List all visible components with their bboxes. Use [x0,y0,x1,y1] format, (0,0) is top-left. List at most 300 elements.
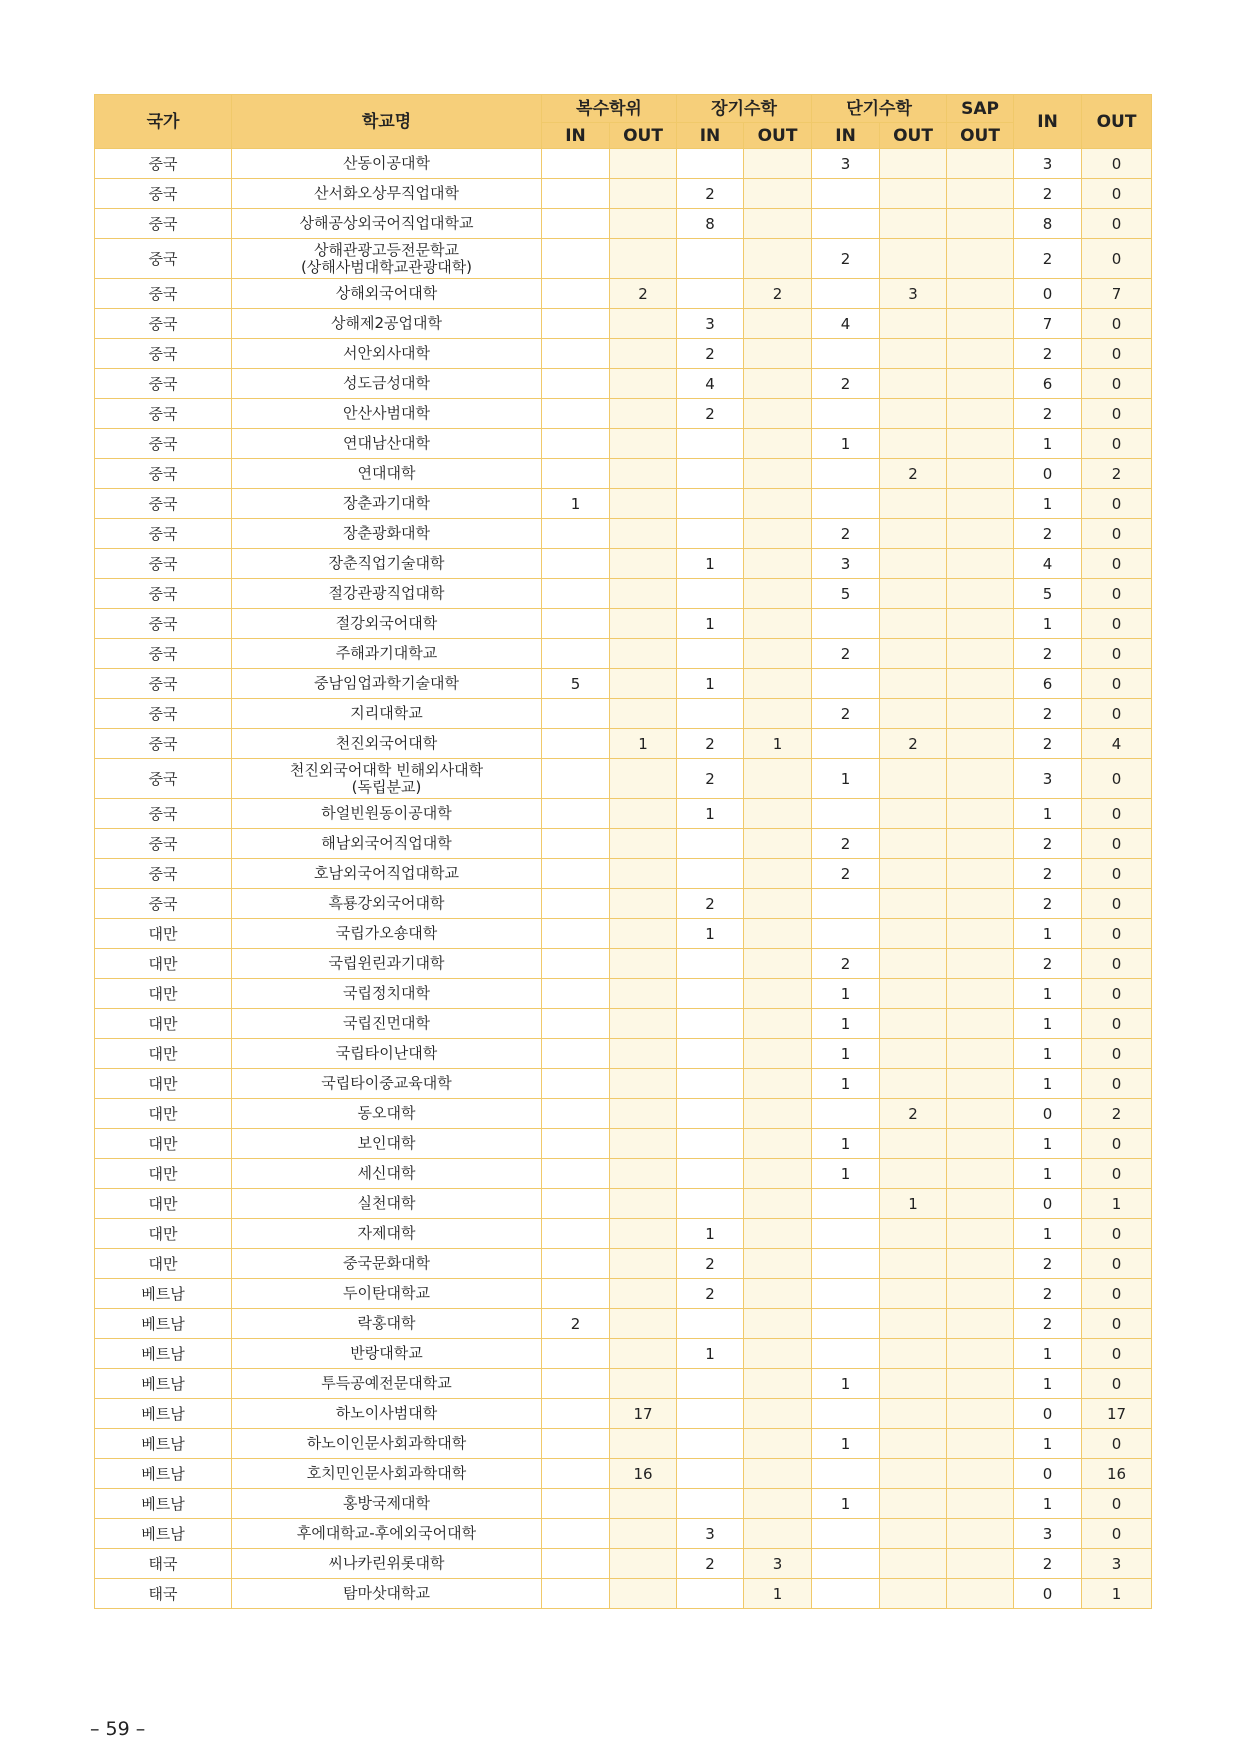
cell-dual-in [542,919,610,949]
cell-long-in: 2 [677,1279,744,1309]
cell-dual-out [610,209,677,239]
cell-country: 중국 [95,799,232,829]
cell-short-in: 1 [812,1129,880,1159]
cell-long-out [744,1309,812,1339]
cell-long-out [744,1099,812,1129]
cell-total-in: 6 [1014,669,1082,699]
cell-dual-out: 1 [610,729,677,759]
cell-country: 중국 [95,489,232,519]
cell-long-in: 2 [677,399,744,429]
cell-long-in [677,1459,744,1489]
cell-school: 호치민인문사회과학대학 [232,1459,542,1489]
cell-short-in: 2 [812,949,880,979]
cell-school: 국립타이중교육대학 [232,1069,542,1099]
cell-total-in: 2 [1014,1279,1082,1309]
cell-country: 대만 [95,1039,232,1069]
table-row [95,339,1152,369]
cell-school: 연대남산대학 [232,429,542,459]
cell-short-in: 1 [812,979,880,1009]
cell-total-out: 0 [1082,519,1152,549]
cell-short-in: 2 [812,639,880,669]
cell-short-out [880,1369,947,1399]
cell-dual-out [610,1429,677,1459]
cell-dual-out [610,669,677,699]
cell-long-in: 8 [677,209,744,239]
cell-school: 연대대학 [232,459,542,489]
cell-total-in: 2 [1014,949,1082,979]
cell-school: 흑룡강외국어대학 [232,889,542,919]
cell-sap-out [947,1549,1014,1579]
cell-total-in: 4 [1014,549,1082,579]
cell-total-out: 0 [1082,369,1152,399]
cell-long-in [677,1159,744,1189]
cell-total-out: 0 [1082,179,1152,209]
cell-short-out [880,1279,947,1309]
cell-dual-in [542,1219,610,1249]
cell-school: 상해외국어대학 [232,279,542,309]
cell-total-in: 5 [1014,579,1082,609]
cell-total-in: 3 [1014,759,1082,799]
cell-school: 산서화오상무직업대학 [232,179,542,209]
table-row [95,1099,1152,1129]
cell-dual-in [542,1489,610,1519]
cell-sap-out [947,829,1014,859]
cell-country: 중국 [95,759,232,799]
cell-short-out [880,859,947,889]
cell-dual-out [610,1249,677,1279]
table-row [95,1399,1152,1429]
cell-long-in [677,1099,744,1129]
cell-long-out [744,209,812,239]
cell-total-in: 1 [1014,489,1082,519]
cell-total-out: 0 [1082,149,1152,179]
table-row [95,579,1152,609]
cell-long-in [677,859,744,889]
cell-sap-out [947,519,1014,549]
exchange-student-table [94,94,1152,1609]
cell-sap-out [947,179,1014,209]
cell-country: 대만 [95,979,232,1009]
cell-dual-out [610,609,677,639]
cell-dual-in [542,859,610,889]
table-row [95,1429,1152,1459]
cell-total-in: 1 [1014,1369,1082,1399]
cell-dual-in [542,279,610,309]
cell-dual-in [542,459,610,489]
table-row [95,799,1152,829]
cell-long-out [744,429,812,459]
cell-dual-out [610,519,677,549]
cell-long-in: 1 [677,1219,744,1249]
cell-long-out [744,759,812,799]
cell-total-in: 3 [1014,149,1082,179]
cell-total-in: 1 [1014,799,1082,829]
cell-dual-out [610,1519,677,1549]
cell-dual-in: 5 [542,669,610,699]
cell-total-out: 1 [1082,1579,1152,1609]
cell-short-out [880,1549,947,1579]
cell-sap-out [947,1279,1014,1309]
cell-long-in [677,639,744,669]
cell-country: 베트남 [95,1429,232,1459]
cell-dual-out [610,1219,677,1249]
cell-dual-in [542,1549,610,1579]
cell-total-out: 0 [1082,609,1152,639]
cell-total-in: 8 [1014,209,1082,239]
table-row [95,1369,1152,1399]
cell-short-out [880,1159,947,1189]
table-row [95,609,1152,639]
cell-total-out: 0 [1082,1279,1152,1309]
cell-short-out [880,1039,947,1069]
cell-country: 중국 [95,459,232,489]
cell-dual-in: 2 [542,1309,610,1339]
cell-country: 중국 [95,729,232,759]
cell-total-out: 0 [1082,1069,1152,1099]
table-row [95,369,1152,399]
cell-short-in: 1 [812,1069,880,1099]
cell-long-out [744,1219,812,1249]
cell-short-in: 4 [812,309,880,339]
cell-school: 절강외국어대학 [232,609,542,639]
cell-total-out: 0 [1082,339,1152,369]
cell-long-in [677,1039,744,1069]
cell-school: 해남외국어직업대학 [232,829,542,859]
cell-country: 베트남 [95,1459,232,1489]
cell-long-out [744,1399,812,1429]
cell-short-out [880,429,947,459]
cell-school: 홍방국제대학 [232,1489,542,1519]
cell-long-in [677,1369,744,1399]
cell-dual-out [610,369,677,399]
cell-long-out [744,1069,812,1099]
cell-short-out [880,759,947,799]
cell-sap-out [947,1399,1014,1429]
cell-total-in: 0 [1014,1189,1082,1219]
cell-total-in: 1 [1014,979,1082,1009]
cell-total-in: 0 [1014,1099,1082,1129]
cell-long-out [744,1159,812,1189]
table-row [95,429,1152,459]
cell-sap-out [947,1579,1014,1609]
cell-sap-out [947,669,1014,699]
cell-long-in [677,979,744,1009]
cell-country: 대만 [95,1069,232,1099]
cell-dual-out [610,1129,677,1159]
cell-dual-in [542,639,610,669]
cell-dual-out [610,1189,677,1219]
cell-dual-out [610,1339,677,1369]
cell-short-out [880,549,947,579]
cell-long-in [677,1399,744,1429]
cell-short-in: 2 [812,369,880,399]
cell-long-out [744,399,812,429]
col-dual-out: OUT [610,123,677,149]
cell-school: 중남임업과학기술대학 [232,669,542,699]
cell-total-in: 2 [1014,639,1082,669]
cell-country: 태국 [95,1549,232,1579]
cell-long-out [744,1369,812,1399]
cell-short-out [880,489,947,519]
cell-total-out: 0 [1082,1339,1152,1369]
cell-country: 중국 [95,239,232,279]
cell-total-out: 0 [1082,209,1152,239]
cell-dual-in [542,1039,610,1069]
cell-school: 상해제2공업대학 [232,309,542,339]
cell-short-in [812,1579,880,1609]
cell-dual-in [542,519,610,549]
cell-long-out [744,1039,812,1069]
cell-long-out [744,1459,812,1489]
cell-dual-out [610,919,677,949]
cell-school: 상해공상외국어직업대학교 [232,209,542,239]
cell-short-in [812,1519,880,1549]
cell-total-in: 2 [1014,399,1082,429]
cell-short-out [880,399,947,429]
cell-dual-out [610,1489,677,1519]
cell-country: 대만 [95,919,232,949]
cell-short-in [812,1339,880,1369]
table-row [95,1129,1152,1159]
cell-country: 중국 [95,339,232,369]
cell-country: 대만 [95,1099,232,1129]
cell-dual-out [610,549,677,579]
cell-short-in: 1 [812,1159,880,1189]
cell-total-out: 0 [1082,979,1152,1009]
cell-sap-out [947,1309,1014,1339]
cell-total-in: 1 [1014,1219,1082,1249]
cell-total-out: 0 [1082,489,1152,519]
cell-dual-in [542,699,610,729]
cell-country: 베트남 [95,1519,232,1549]
cell-school: 천진외국어대학 [232,729,542,759]
cell-long-out [744,949,812,979]
table-row [95,489,1152,519]
cell-school: 국립타이난대학 [232,1039,542,1069]
cell-short-in: 2 [812,519,880,549]
cell-dual-in [542,369,610,399]
cell-sap-out [947,949,1014,979]
cell-long-in: 1 [677,919,744,949]
cell-country: 중국 [95,279,232,309]
cell-short-out [880,1219,947,1249]
cell-total-in: 2 [1014,179,1082,209]
col-group-long-term: 장기수학 [677,95,812,123]
cell-short-out [880,1069,947,1099]
cell-long-out [744,179,812,209]
cell-long-out [744,459,812,489]
table-header [95,95,1152,149]
cell-dual-out [610,1279,677,1309]
table-row [95,699,1152,729]
cell-short-in: 5 [812,579,880,609]
cell-total-in: 2 [1014,1249,1082,1279]
cell-sap-out [947,459,1014,489]
cell-dual-in [542,1579,610,1609]
table-row [95,239,1152,279]
cell-short-in [812,459,880,489]
table-row [95,1309,1152,1339]
cell-total-out: 0 [1082,429,1152,459]
table-row [95,399,1152,429]
cell-long-out [744,919,812,949]
cell-dual-in [542,799,610,829]
cell-short-out [880,669,947,699]
cell-long-out [744,1339,812,1369]
cell-long-in [677,1579,744,1609]
cell-long-out: 3 [744,1549,812,1579]
cell-total-in: 0 [1014,1579,1082,1609]
cell-dual-in [542,549,610,579]
table-row [95,859,1152,889]
cell-country: 베트남 [95,1489,232,1519]
cell-short-in [812,489,880,519]
cell-country: 중국 [95,639,232,669]
cell-dual-out [610,1369,677,1399]
cell-dual-out [610,149,677,179]
cell-sap-out [947,919,1014,949]
cell-sap-out [947,339,1014,369]
table-row [95,1549,1152,1579]
table-row [95,549,1152,579]
cell-short-out [880,949,947,979]
cell-sap-out [947,1219,1014,1249]
cell-short-out [880,609,947,639]
cell-dual-in [542,1429,610,1459]
cell-total-in: 2 [1014,1309,1082,1339]
cell-dual-out [610,1309,677,1339]
cell-sap-out [947,729,1014,759]
cell-country: 중국 [95,519,232,549]
cell-sap-out [947,279,1014,309]
cell-dual-in [542,1009,610,1039]
cell-short-in: 2 [812,829,880,859]
cell-short-out [880,519,947,549]
cell-short-in: 3 [812,549,880,579]
cell-long-in [677,579,744,609]
cell-short-out: 2 [880,729,947,759]
cell-school: 씨나카린위롯대학 [232,1549,542,1579]
cell-country: 베트남 [95,1369,232,1399]
cell-short-in: 2 [812,859,880,889]
cell-sap-out [947,1099,1014,1129]
col-long-in: IN [677,123,744,149]
cell-short-in [812,669,880,699]
cell-short-in: 1 [812,1489,880,1519]
cell-long-out [744,369,812,399]
cell-total-out: 0 [1082,799,1152,829]
cell-country: 대만 [95,1189,232,1219]
table-row [95,459,1152,489]
cell-country: 중국 [95,429,232,459]
cell-school: 산동이공대학 [232,149,542,179]
cell-school: 하노이인문사회과학대학 [232,1429,542,1459]
cell-short-in [812,729,880,759]
page-number: – 59 – [90,1718,146,1740]
cell-dual-in [542,1159,610,1189]
cell-school: 반랑대학교 [232,1339,542,1369]
col-dual-in: IN [542,123,610,149]
cell-total-out: 0 [1082,829,1152,859]
table-row [95,279,1152,309]
cell-long-in: 2 [677,1249,744,1279]
cell-short-in [812,1549,880,1579]
cell-short-out [880,799,947,829]
cell-school: 하노이사범대학 [232,1399,542,1429]
cell-total-in: 2 [1014,889,1082,919]
cell-country: 중국 [95,829,232,859]
cell-dual-out: 16 [610,1459,677,1489]
cell-total-out: 0 [1082,1309,1152,1339]
cell-total-in: 1 [1014,1039,1082,1069]
cell-country: 대만 [95,1249,232,1279]
cell-long-out [744,549,812,579]
cell-sap-out [947,1009,1014,1039]
cell-short-in [812,279,880,309]
cell-dual-out [610,1579,677,1609]
cell-school: 절강관광직업대학 [232,579,542,609]
cell-short-out [880,579,947,609]
cell-sap-out [947,1489,1014,1519]
cell-total-in: 2 [1014,699,1082,729]
cell-short-in [812,799,880,829]
cell-school: 동오대학 [232,1099,542,1129]
cell-total-out: 0 [1082,639,1152,669]
cell-short-out [880,699,947,729]
cell-dual-out: 17 [610,1399,677,1429]
cell-total-in: 2 [1014,829,1082,859]
cell-long-out [744,829,812,859]
cell-long-out [744,239,812,279]
cell-total-out: 17 [1082,1399,1152,1429]
table-row [95,669,1152,699]
cell-long-in: 1 [677,609,744,639]
col-country: 국가 [95,95,232,149]
cell-long-out [744,1249,812,1279]
cell-total-out: 0 [1082,309,1152,339]
cell-long-out [744,1129,812,1159]
cell-dual-in [542,149,610,179]
cell-long-out [744,1489,812,1519]
cell-short-out [880,309,947,339]
cell-dual-in [542,1339,610,1369]
cell-school: 장춘직업기술대학 [232,549,542,579]
table-row [95,1519,1152,1549]
cell-long-in [677,1309,744,1339]
cell-dual-in: 1 [542,489,610,519]
cell-short-in: 1 [812,1009,880,1039]
cell-dual-in [542,759,610,799]
cell-school: 성도금성대학 [232,369,542,399]
cell-long-in: 3 [677,1519,744,1549]
cell-short-out [880,179,947,209]
cell-dual-in [542,1459,610,1489]
cell-total-out: 7 [1082,279,1152,309]
cell-long-out [744,669,812,699]
table-row [95,1039,1152,1069]
cell-sap-out [947,639,1014,669]
table-row [95,1279,1152,1309]
cell-dual-out: 2 [610,279,677,309]
cell-dual-out [610,699,677,729]
cell-country: 베트남 [95,1339,232,1369]
col-short-out: OUT [880,123,947,149]
table-row [95,1189,1152,1219]
cell-sap-out [947,609,1014,639]
cell-long-out [744,1189,812,1219]
cell-long-out [744,489,812,519]
cell-short-out [880,829,947,859]
